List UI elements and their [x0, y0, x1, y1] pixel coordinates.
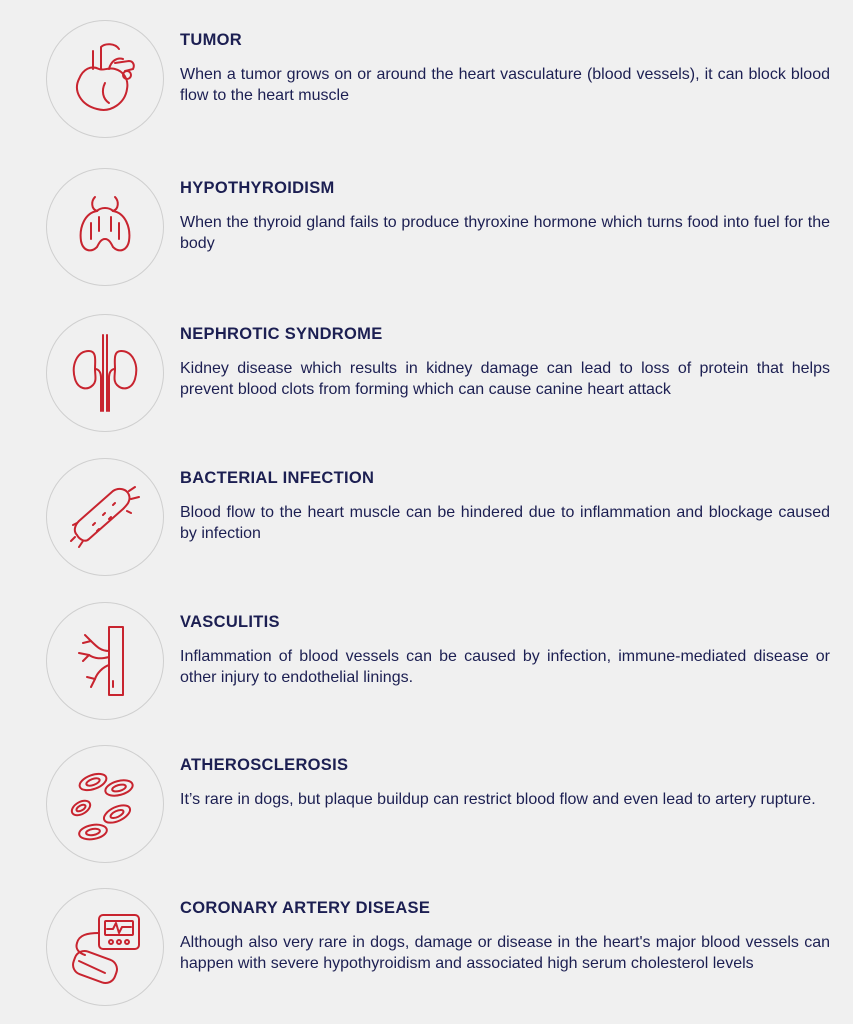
list-item-nephrotic-syndrome	[0, 314, 853, 444]
item-description: When the thyroid gland fails to produce thyroxine hormone which turns food into fuel for the body	[180, 214, 830, 252]
icon-circle	[46, 888, 164, 1006]
item-text	[180, 612, 830, 688]
icon-circle	[46, 458, 164, 576]
kidneys-icon	[65, 333, 145, 413]
blood-vessel-icon	[65, 621, 145, 701]
icon-circle	[46, 602, 164, 720]
icon-circle	[46, 20, 164, 138]
item-description: Inflammation of blood vessels can be caused by infection, immune-mediated disease or other injury to endothelial linings.	[180, 648, 830, 686]
item-text	[180, 324, 830, 400]
bacterium-icon	[65, 477, 145, 557]
item-description: Although also very rare in dogs, damage or disease in the heart's major blood vessels can happen with severe hypothyroidism and associated high serum cholesterol levels	[180, 934, 830, 972]
icon-circle	[46, 314, 164, 432]
blood-cells-icon	[65, 764, 145, 844]
item-text	[180, 468, 830, 544]
thyroid-gland-icon	[65, 187, 145, 267]
item-title: CORONARY ARTERY DISEASE	[180, 899, 431, 917]
item-title: VASCULITIS	[180, 613, 280, 631]
item-description: Kidney disease which results in kidney damage can lead to loss of protein that helps prevent blood clots from forming which can cause canine heart attack	[180, 360, 830, 398]
icon-circle	[46, 168, 164, 286]
item-title: TUMOR	[180, 31, 242, 49]
heart-organ-icon	[65, 39, 145, 119]
item-text	[180, 178, 830, 254]
item-description: When a tumor grows on or around the heart vasculature (blood vessels), it can block blood flow to the heart muscle	[180, 66, 830, 104]
blood-pressure-monitor-icon	[65, 907, 145, 987]
item-title: BACTERIAL INFECTION	[180, 469, 375, 487]
list-item-atherosclerosis	[0, 745, 853, 875]
list-item-coronary-artery-disease	[0, 888, 853, 1018]
item-title: ATHEROSCLEROSIS	[180, 756, 349, 774]
list-item-bacterial-infection	[0, 458, 853, 588]
item-description: Blood flow to the heart muscle can be hindered due to inflammation and blockage caused by infection	[180, 504, 830, 542]
list-item-vasculitis	[0, 602, 853, 732]
item-description: It’s rare in dogs, but plaque buildup can restrict blood flow and even lead to artery rupture.	[180, 791, 816, 808]
list-item-tumor	[0, 20, 853, 150]
icon-circle	[46, 745, 164, 863]
item-text	[180, 755, 830, 810]
item-text	[180, 30, 830, 106]
list-item-hypothyroidism	[0, 168, 853, 298]
item-text	[180, 898, 830, 974]
item-title: HYPOTHYROIDISM	[180, 179, 335, 197]
item-title: NEPHROTIC SYNDROME	[180, 325, 383, 343]
